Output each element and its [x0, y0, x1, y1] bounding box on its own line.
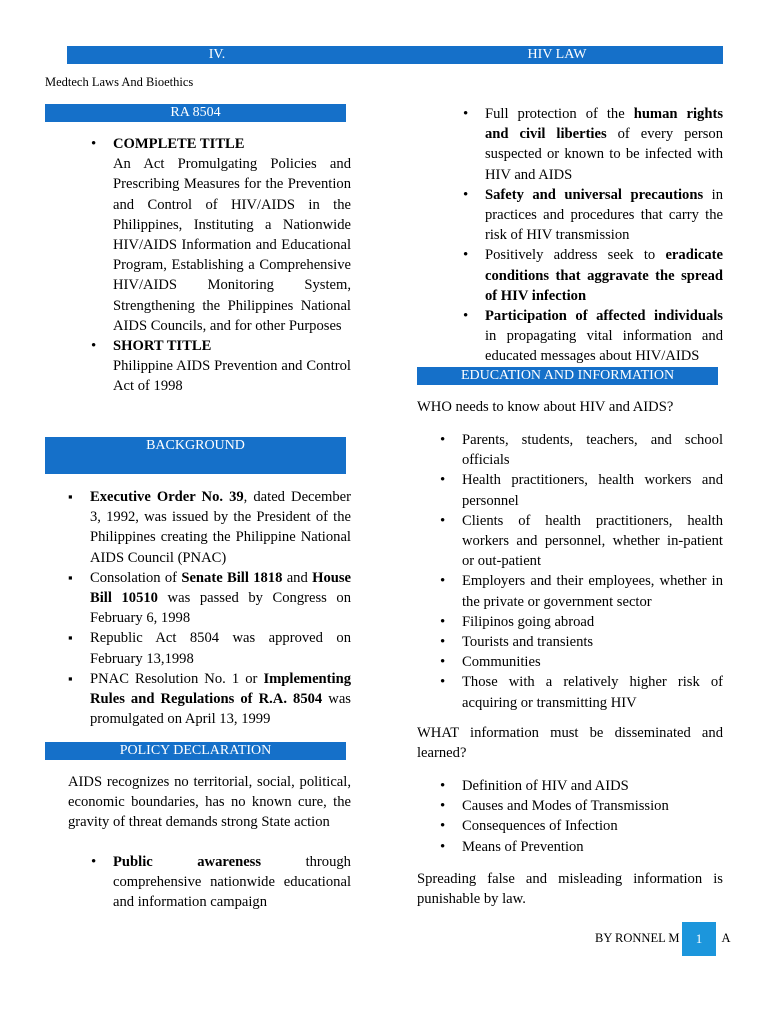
what-list [462, 776, 723, 857]
bold-text: Senate Bill 1818 [181, 569, 283, 586]
text: and [282, 569, 313, 586]
short-title-text: Philippine AIDS Prevention and Control Act of 1998 [113, 358, 351, 395]
section-education: EDUCATION AND INFORMATION [417, 367, 718, 385]
author-name-end: A [721, 931, 731, 945]
text: , dated December 3, 1992, was issued by the President of the Philippines creating the Philippine National AIDS Council (PNAC) [90, 489, 351, 566]
chapter-title: HIV LAW [527, 47, 587, 62]
list-item [90, 568, 351, 629]
policy-text: AIDS recognizes no territorial, social, political, economic boundaries, has no known cure, the gravity of threat demands strong State action [68, 774, 351, 831]
list-item: • Parents, students, teachers, and school officials [462, 430, 723, 470]
course-subtitle: Medtech Laws And Bioethics [45, 75, 194, 89]
bold-text: eradicate conditions that aggravate the spread of HIV infection [485, 247, 723, 304]
list-item: • Filipinos going abroad [462, 612, 723, 632]
complete-title-item [113, 134, 351, 336]
list-item [485, 245, 723, 306]
who-list [462, 430, 723, 713]
bold-text: Safety and universal precautions [485, 186, 704, 203]
list-item [113, 852, 351, 913]
list-item [90, 669, 351, 730]
list-item [485, 306, 723, 367]
list-item: • Communities [462, 652, 723, 672]
list-item: • Clients of health practitioners, health workers and personnel, whether in-patient or out-patient [462, 511, 723, 572]
text: was promulgated on April 13, 1999 [90, 691, 351, 728]
who-question: WHO needs to know about HIV and AIDS? [417, 399, 674, 415]
list-item [485, 104, 723, 185]
bold-text: House Bill 10510 [90, 569, 352, 607]
page-number: 1 [682, 922, 716, 956]
text: Consolation of [90, 569, 182, 586]
list-item: • Consequences of Infection [462, 816, 723, 836]
bold-text: human rights and civil liberties [485, 106, 723, 143]
short-title-item [113, 336, 351, 397]
section-ra-8504: RA 8504 [45, 104, 346, 122]
header-bar [67, 46, 723, 64]
text: Full protection of the [485, 106, 634, 122]
background-list [90, 487, 351, 729]
text: in practices and procedures that carry the risk of HIV transmission [485, 186, 723, 244]
bold-text: Implementing Rules and Regulations of R.A. 8504 [90, 670, 351, 708]
text: PNAC Resolution No. 1 or [90, 670, 264, 687]
text: of every person suspected or known to be infected with HIV and AIDS [485, 126, 723, 183]
bold-text: Executive Order No. 39 [90, 489, 244, 505]
what-question: WHAT information must be disseminated and learned? [417, 725, 723, 762]
policy-list-start [113, 852, 351, 913]
list-item: • Means of Prevention [462, 837, 723, 857]
list-item [90, 628, 351, 668]
complete-title-text: An Act Promulgating Policies and Prescribing Measures for the Prevention and Control of HIV/AIDS in the Philippines, Instituting a Nationwide HIV/AIDS Information and Educational Program, Establishing a Comprehensive HIV/AIDS Monitoring System, Strengthening the Philippines National AIDS Councils, and for other Purposes [113, 156, 351, 334]
text: Positively address seek to [485, 247, 666, 264]
section-policy-declaration: POLICY DECLARATION [45, 742, 346, 760]
short-title-label: SHORT TITLE [113, 338, 212, 355]
ra-titles [113, 134, 351, 397]
text: was passed by Congress on February 6, 1998 [90, 590, 351, 627]
list-item: • Those with a relatively higher risk of acquiring or transmitting HIV [462, 672, 723, 712]
author-name: BY RONNEL M [595, 931, 680, 945]
text: through comprehensive nationwide educational and information campaign [113, 854, 351, 911]
list-item: • Health practitioners, health workers and personnel [462, 470, 723, 510]
bold-text: Public awareness [113, 854, 262, 870]
list-item [90, 487, 351, 568]
list-item: • Employers and their employees, whether in the private or government sector [462, 571, 723, 611]
complete-title-label: COMPLETE TITLE [113, 136, 245, 152]
policy-list-continued [485, 104, 723, 367]
closing-text: Spreading false and misleading information is punishable by law. [417, 871, 723, 908]
section-background: BACKGROUND [45, 437, 346, 474]
list-item: • Tourists and transients [462, 632, 723, 652]
list-item [485, 185, 723, 246]
list-item: • Definition of HIV and AIDS [462, 776, 723, 796]
text: Republic Act 8504 was approved on February 13,1998 [90, 630, 351, 667]
chapter-number: IV. [208, 47, 226, 62]
list-item: • Causes and Modes of Transmission [462, 796, 723, 816]
text: in propagating vital information and educated messages about HIV/AIDS [485, 328, 723, 365]
bold-text: Participation of affected individuals [485, 308, 723, 325]
